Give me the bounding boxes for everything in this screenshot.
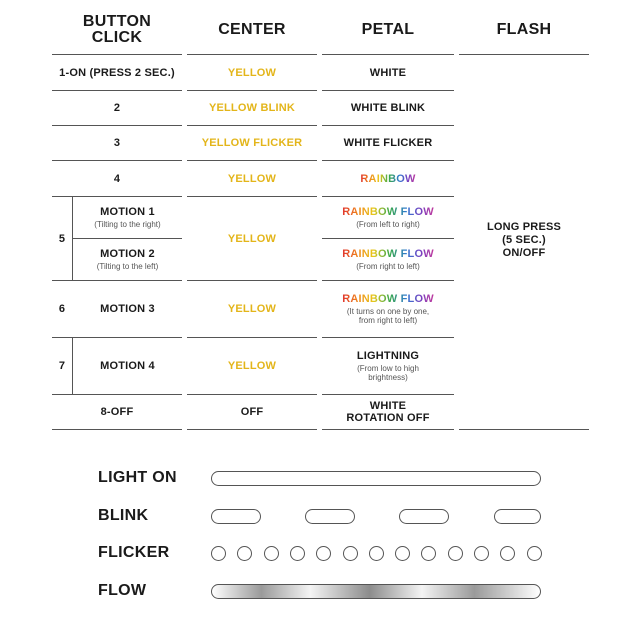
- header-flash: FLASH: [496, 21, 552, 38]
- button-click-4: 4: [113, 172, 121, 185]
- legend-light-on-label: LIGHT ON: [98, 469, 177, 486]
- petal-r5-motion1-label: RAINBOW FLOW: [342, 206, 434, 218]
- blink-pill: [399, 509, 449, 524]
- center-r6: YELLOW: [227, 303, 277, 315]
- button-click-7: 7: [58, 360, 66, 372]
- button-click-2: 2: [113, 102, 121, 114]
- flicker-dot: [343, 546, 358, 561]
- petal-r2: WHITE BLINK: [350, 102, 426, 114]
- flicker-dot: [369, 546, 384, 561]
- flicker-dot: [211, 546, 226, 561]
- motion-2: [73, 239, 182, 280]
- light-on-bar: [211, 471, 541, 486]
- flicker-dot: [264, 546, 279, 561]
- center-r5: YELLOW: [227, 232, 277, 245]
- petal-r7-label: LIGHTNING: [356, 350, 420, 362]
- motion-3: MOTION 3: [100, 303, 155, 315]
- blink-pill: [494, 509, 541, 524]
- motion-2-label: MOTION 2: [100, 248, 155, 260]
- center-r4: YELLOW: [227, 172, 277, 185]
- divider: [52, 429, 182, 430]
- petal-r7-sub: (From low to high brightness): [357, 364, 419, 382]
- motion-1-sub: (Tilting to the right): [94, 220, 161, 229]
- flash-note: LONG PRESS (5 SEC.) ON/OFF: [486, 220, 562, 259]
- petal-r6-sub: (It turns on one by one, from right to left): [346, 307, 430, 325]
- flicker-dot: [474, 546, 489, 561]
- flow-bar: [211, 584, 541, 599]
- motion-2-sub: (Tilting to the left): [96, 262, 159, 271]
- button-click-3: 3: [113, 137, 121, 149]
- legend-flow-label: FLOW: [98, 582, 147, 599]
- petal-r8: WHITE ROTATION OFF: [346, 400, 430, 424]
- header-button-click: BUTTON CLICK: [82, 13, 152, 46]
- center-r7: YELLOW: [227, 360, 277, 372]
- flicker-dot: [237, 546, 252, 561]
- flicker-dot: [395, 546, 410, 561]
- center-r8: OFF: [240, 406, 264, 418]
- center-r2: YELLOW BLINK: [208, 102, 296, 114]
- button-click-8-off: 8-OFF: [100, 406, 134, 418]
- petal-r4: [322, 161, 454, 196]
- petal-r5-motion1-sub: (From left to right): [356, 220, 420, 229]
- petal-r6: [322, 281, 454, 337]
- motion-1-label: MOTION 1: [100, 206, 155, 218]
- button-click-5: 5: [58, 232, 66, 245]
- divider: [187, 429, 317, 430]
- petal-r1: WHITE: [369, 66, 407, 79]
- flicker-dot: [448, 546, 463, 561]
- divider: [459, 429, 589, 430]
- divider: [322, 429, 454, 430]
- flicker-dot: [290, 546, 305, 561]
- petal-r7: [322, 338, 454, 394]
- petal-r5-motion2-sub: (From right to left): [356, 262, 420, 271]
- header-petal: PETAL: [361, 21, 415, 38]
- button-click-1-on: 1-ON (PRESS 2 SEC.): [59, 66, 175, 79]
- motion-4: MOTION 4: [100, 360, 155, 372]
- flicker-dot: [527, 546, 542, 561]
- petal-r5-motion1: [322, 197, 454, 238]
- petal-r4-label: RAINBOW: [360, 172, 416, 185]
- legend-flicker-label: FLICKER: [98, 544, 170, 561]
- petal-r6-label: RAINBOW FLOW: [342, 293, 434, 305]
- blink-pill: [305, 509, 355, 524]
- header-center: CENTER: [218, 21, 286, 38]
- button-click-6: 6: [58, 303, 66, 315]
- motion-1: [73, 197, 182, 238]
- divider: [459, 54, 589, 55]
- petal-r5-motion2-label: RAINBOW FLOW: [342, 248, 434, 260]
- center-r1: YELLOW: [227, 66, 277, 79]
- center-r3: YELLOW FLICKER: [201, 137, 303, 149]
- flicker-dot: [500, 546, 515, 561]
- legend-blink-label: BLINK: [98, 507, 149, 524]
- petal-r5-motion2: [322, 239, 454, 280]
- blink-pill: [211, 509, 261, 524]
- flicker-dot: [316, 546, 331, 561]
- flicker-dot: [421, 546, 436, 561]
- petal-r3: WHITE FLICKER: [343, 137, 433, 149]
